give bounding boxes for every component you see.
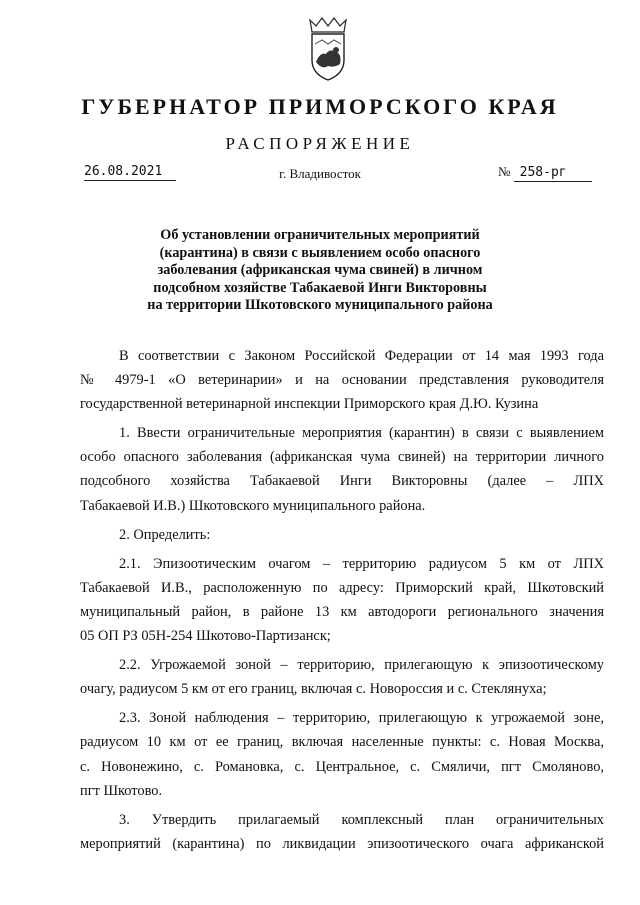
paragraph-preamble <box>80 344 604 416</box>
document-type: РАСПОРЯЖЕНИЕ <box>225 134 415 153</box>
coat-of-arms-icon <box>302 16 354 84</box>
subject-line: заболевания (африканская чума свиней) в личном <box>157 262 483 279</box>
text-line: подсобного хозяйства Табакаевой Инги Викторовны (далее – ЛПХ <box>80 473 604 490</box>
number-sign: № <box>498 164 511 179</box>
text-line: 2.3. Зоной наблюдения – территорию, прилегающую к угрожаемой зоне, <box>119 710 604 727</box>
text-line: пгт Шкотово. <box>80 782 163 799</box>
paragraph-item-2 <box>80 523 604 547</box>
subject-line: подсобном хозяйстве Табакаевой Инги Викторовны <box>153 279 487 296</box>
text-line: радиусом 10 км от ее границ, включая населенные пункты: с. Новая Москва, <box>80 734 604 751</box>
paragraph-item-2-2 <box>80 653 604 701</box>
document-number: 258-рг <box>514 165 592 182</box>
issue-city: г. Владивосток <box>279 166 361 181</box>
text-line: В соответствии с Законом Российской Федерации от 14 мая 1993 года <box>119 348 604 364</box>
document-body <box>80 344 604 861</box>
text-line: муниципальный район, в районе 13 км автодороги регионального значения <box>80 603 604 620</box>
document-number-field <box>498 164 592 182</box>
text-line: 05 ОП РЗ 05Н-254 Шкотово-Партизанск; <box>80 628 331 645</box>
text-line: мероприятий (карантина) по ликвидации эпизоотического очага африканской <box>80 835 604 852</box>
paragraph-item-2-1 <box>80 552 604 648</box>
text-line: Табакаевой И.В., расположенную по адресу: Приморский край, Шкотовский <box>80 579 604 596</box>
text-line: 2.2. Угрожаемой зоной – территорию, прилегающую к эпизоотическому <box>119 657 604 674</box>
text-line: очагу, радиусом 5 км от его границ, включая с. Новороссия и с. Стеклянуха; <box>80 681 547 698</box>
document-date: 26.08.2021 <box>84 164 176 181</box>
paragraph-item-3 <box>80 808 604 856</box>
paragraph-item-2-3 <box>80 706 604 802</box>
issuer-title: ГУБЕРНАТОР ПРИМОРСКОГО КРАЯ <box>81 94 559 119</box>
text-line: с. Новонежино, с. Романовка, с. Центральное, с. Смяличи, пгт Смоляново, <box>80 758 604 775</box>
text-line: 3. Утвердить прилагаемый комплексный план ограничительных <box>119 811 604 828</box>
text-line: государственной ветеринарной инспекции Приморского края Д.Ю. Кузина <box>80 396 539 413</box>
text-line: 2.1. Эпизоотическим очагом – территорию радиусом 5 км от ЛПХ <box>119 555 604 572</box>
text-line: 1. Ввести ограничительные мероприятия (карантин) в связи с выявлением <box>119 425 604 442</box>
text-line: особо опасного заболевания (африканская чума свиней) на территории личного <box>80 449 604 466</box>
text-line: 2. Определить: <box>119 526 211 543</box>
subject-line: (карантина) в связи с выявлением особо опасного <box>159 244 481 261</box>
subject-line: Об установлении ограничительных мероприятий <box>160 227 480 243</box>
text-line: Табакаевой И.В.) Шкотовского муниципального района. <box>80 497 426 514</box>
paragraph-item-1 <box>80 421 604 517</box>
subject-line: на территории Шкотовского муниципального района <box>147 297 493 314</box>
document-subject <box>0 227 640 315</box>
text-line: № 4979-1 «О ветеринарии» и на основании представления руководителя <box>80 372 604 389</box>
